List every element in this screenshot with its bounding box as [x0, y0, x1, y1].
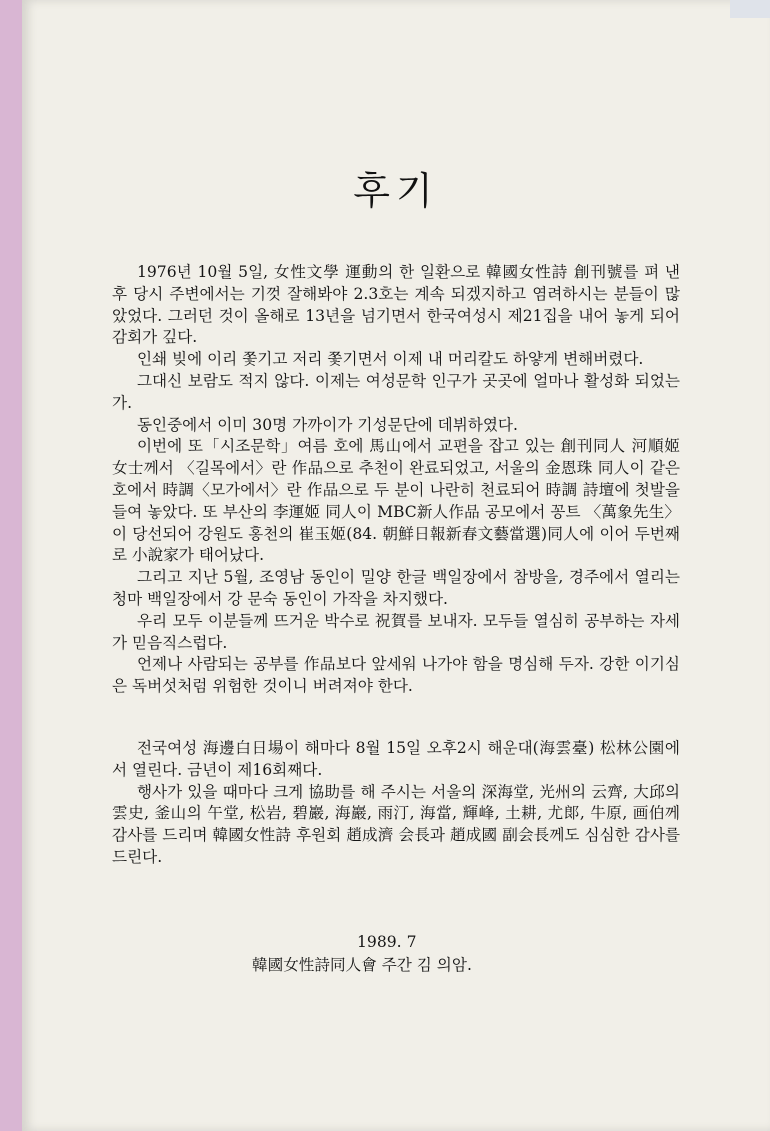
page-title: 후기: [353, 169, 439, 213]
signature-org: 韓國女性詩同人會 주간 김 의암.: [252, 956, 472, 974]
signature-date: 1989. 7: [357, 933, 417, 951]
paragraph: 언제나 사람되는 공부를 作品보다 앞세워 나가야 함을 명심해 두자. 강한 이기심은 독버섯처럼 위험한 것이니 버려져야 한다.: [112, 655, 680, 696]
body-text: [112, 262, 680, 869]
page-corner: [730, 0, 770, 18]
paragraph: 인쇄 빚에 이리 쫓기고 저리 쫓기면서 이제 내 머리칼도 하얗게 변해버렸다.: [136, 350, 644, 369]
paragraph: 동인중에서 이미 30명 가까이가 기성문단에 데뷔하였다.: [136, 415, 518, 434]
paragraph: 전국여성 海邊白日場이 해마다 8월 15일 오후2시 해운대(海雲臺) 松林公園에서 열린다. 금년이 제16회째다.: [112, 738, 680, 779]
paragraph: 그대신 보람도 적지 않다. 이제는 여성문학 인구가 곳곳에 얼마나 활성화 되었는가.: [112, 371, 680, 412]
paragraph: 이번에 또「시조문학」여름 호에 馬山에서 교편을 잡고 있는 創刊同人 河順姬 女士께서 〈길목에서〉란 作品으로 추천이 완료되었고, 서울의 金恩珠 同人이 같은 호에서 時調〈모가에서〉란 作品으로 두 분이 나란히 천료되어 時調 詩壇에 첫발을 들여 놓았다. 또 부산의 李運姬 同人이 MBC新人作品 공모에서 꽁트 〈萬象先生〉이 당선되어 강원도 홍천의 崔玉姬(84. 朝鮮日報新春文藝當選)同人에 이어 두번째로 小說家가 태어났다.: [112, 437, 680, 565]
paragraph: 그리고 지난 5월, 조영남 동인이 밀양 한글 백일장에서 참방을, 경주에서 열리는 청마 백일장에서 강 문숙 동인이 가작을 차지했다.: [112, 568, 680, 608]
book-page: [22, 0, 770, 1131]
paragraph: 우리 모두 이분들께 뜨거운 박수로 祝賀를 보내자. 모두들 열심히 공부하는 자세가 믿음직스럽다.: [112, 611, 680, 652]
paragraph: 1976년 10월 5일, 女性文學 運動의 한 일환으로 韓國女性詩 創刊號를 펴 낸 후 당시 주변에서는 기껏 잘해봐야 2.3호는 계속 되겠지하고 염려하시는 분들이 많았었다. 그러던 것이 올해로 13년을 넘기면서 한국여성시 제21집을 내어 놓게 되어 감회가 깊다.: [112, 263, 680, 347]
signature-block: [112, 931, 680, 977]
paragraph: 행사가 있을 때마다 크게 協助를 해 주시는 서울의 深海堂, 光州의 云齊, 大邱의 雲史, 釜山의 午堂, 松岩, 碧巖, 海巖, 雨汀, 海當, 輝峰, 土耕, 尤郞, 牛原, 画伯께 감사를 드리며 韓國女性詩 후원회 趙成濟 会長과 趙成國 副会長께도 심심한 감사를 드린다.: [112, 782, 680, 866]
